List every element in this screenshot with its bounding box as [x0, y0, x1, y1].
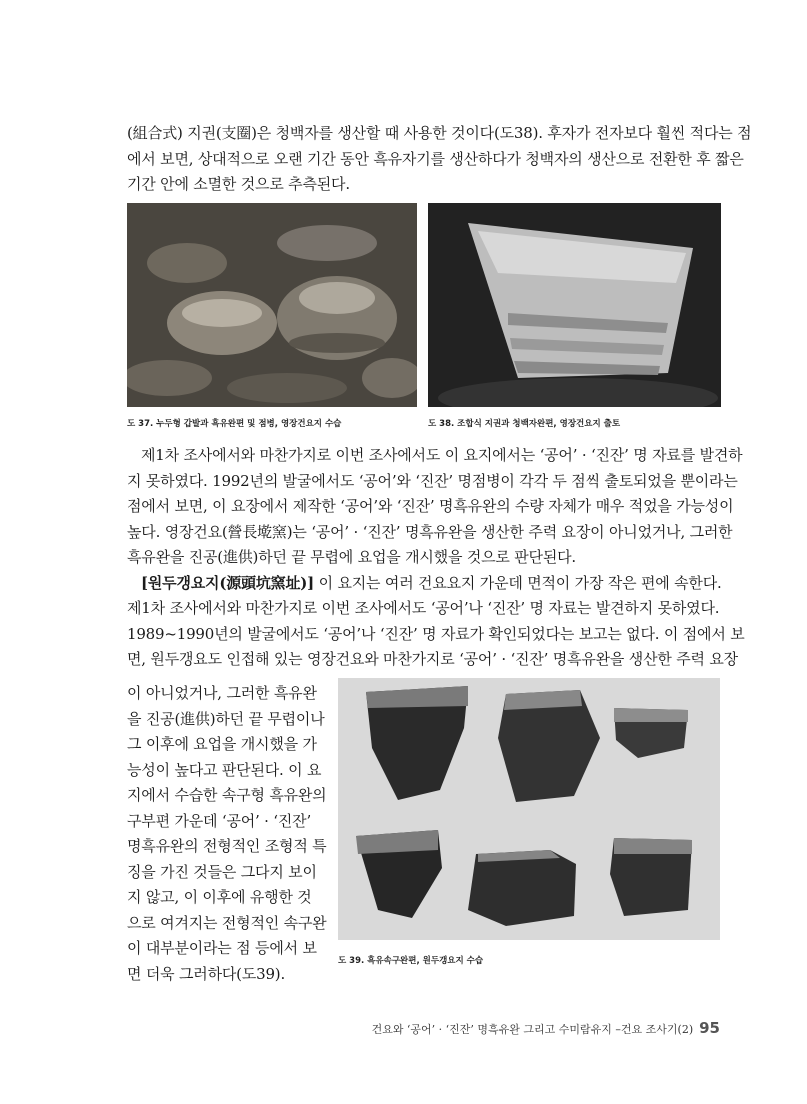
- text-line: 명흑유완의 전형적인 조형적 특: [127, 837, 327, 855]
- text-line: 1989~1990년의 발굴에서도 ‘공어’나 ‘진잔’ 명 자료가 확인되었다는 보고는 없다. 이 점에서 보: [127, 624, 745, 643]
- text-line: 에서 보면, 상대적으로 오랜 기간 동안 흑유자기를 생산하다가 청백자의 생산으로 전환한 후 짧은: [127, 149, 744, 168]
- body-paragraph: [127, 443, 745, 673]
- figure-38-caption: 도 38. 조합식 지권과 청백자완편, 영장건요지 출토: [428, 419, 621, 429]
- text-line: 이 대부분이라는 점 등에서 보: [127, 939, 317, 957]
- intro-paragraph: [127, 121, 752, 198]
- text-line: 을 진공(進供)하던 끝 무렵이나: [127, 709, 325, 728]
- kiln-debris-image: [127, 203, 417, 407]
- running-title: 건요와 ‘공어’ · ‘진잔’ 명흑유완 그리고 수미람유지 –건요 조사기(2): [371, 1023, 694, 1036]
- text-line: 지 않고, 이 이후에 유행한 것: [127, 888, 312, 906]
- text-line: 구부편 가운데 ‘공어’ · ‘진잔’: [127, 811, 312, 830]
- stacked-bowls-image: [428, 203, 721, 407]
- wrapped-paragraph: [127, 681, 327, 987]
- text-line: (組合式) 지권(支圈)은 청백자를 생산할 때 사용한 것이다(도38). 후자가 전자보다 훨씬 적다는 점: [127, 124, 752, 142]
- figure-39-caption: 도 39. 흑유속구완편, 원두갱요지 수습: [338, 956, 484, 966]
- text-line: 징을 가진 것들은 그다지 보이: [127, 862, 317, 881]
- text-line: 지 못하였다. 1992년의 발굴에서도 ‘공어’와 ‘진잔’ 명점병이 각각 두 점씩 출토되었을 뿐이라는: [127, 471, 738, 490]
- text-line: 지에서 수습한 속구형 흑유완의: [127, 786, 327, 804]
- text-line: 제1차 조사에서와 마찬가지로 이번 조사에서도 이 요지에서는 ‘공어’ · ‘진잔’ 명 자료를 발견하: [141, 446, 743, 464]
- text-line: 면 더욱 그러하다(도39).: [127, 964, 286, 983]
- text-line: 흑유완을 진공(進供)하던 끝 무렵에 요업을 개시했을 것으로 판단된다.: [127, 548, 576, 566]
- text-line: 으로 여겨지는 전형적인 속구완: [127, 913, 327, 932]
- text-line: 면, 원두갱요도 인접해 있는 영장건요와 마찬가지로 ‘공어’ · ‘진잔’ 명흑유완을 생산한 주력 요장: [127, 650, 738, 668]
- page-number: 95: [699, 1019, 720, 1037]
- text-line: 높다. 영장건요(營長墘窯)는 ‘공어’ · ‘진잔’ 명흑유완을 생산한 주력 요장이 아니었거나, 그러한: [127, 522, 733, 541]
- figure-38-photo: [428, 203, 721, 407]
- figure-37-photo: [127, 203, 417, 407]
- text-line: 점에서 보면, 이 요장에서 제작한 ‘공어’와 ‘진잔’ 명흑유완의 수량 자체가 매우 적었을 가능성이: [127, 497, 734, 515]
- page-footer: [372, 1019, 720, 1037]
- text-fragment: 이 요지는 여러 건요요지 가운데 면적이 가장 작은 편에 속한다.: [314, 573, 722, 592]
- text-line: 이 아니었거나, 그러한 흑유완: [127, 684, 317, 702]
- figure-39-photo: [338, 678, 720, 940]
- text-line: 그 이후에 요업을 개시했을 가: [127, 735, 317, 753]
- section-first-line: [127, 571, 722, 597]
- black-glazed-sherds-image: [338, 678, 720, 940]
- text-line: 능성이 높다고 판단된다. 이 요: [127, 760, 322, 779]
- figure-37-caption: 도 37. 누두형 갑발과 흑유완편 및 점병, 영장건요지 수습: [127, 419, 342, 429]
- text-line: 기간 안에 소멸한 것으로 추측된다.: [127, 175, 350, 193]
- section-heading: [원두갱요지(源頭坑窯址)]: [141, 573, 315, 592]
- text-line: 제1차 조사에서와 마찬가지로 이번 조사에서도 ‘공어’나 ‘진잔’ 명 자료는 발견하지 못하였다.: [127, 599, 720, 617]
